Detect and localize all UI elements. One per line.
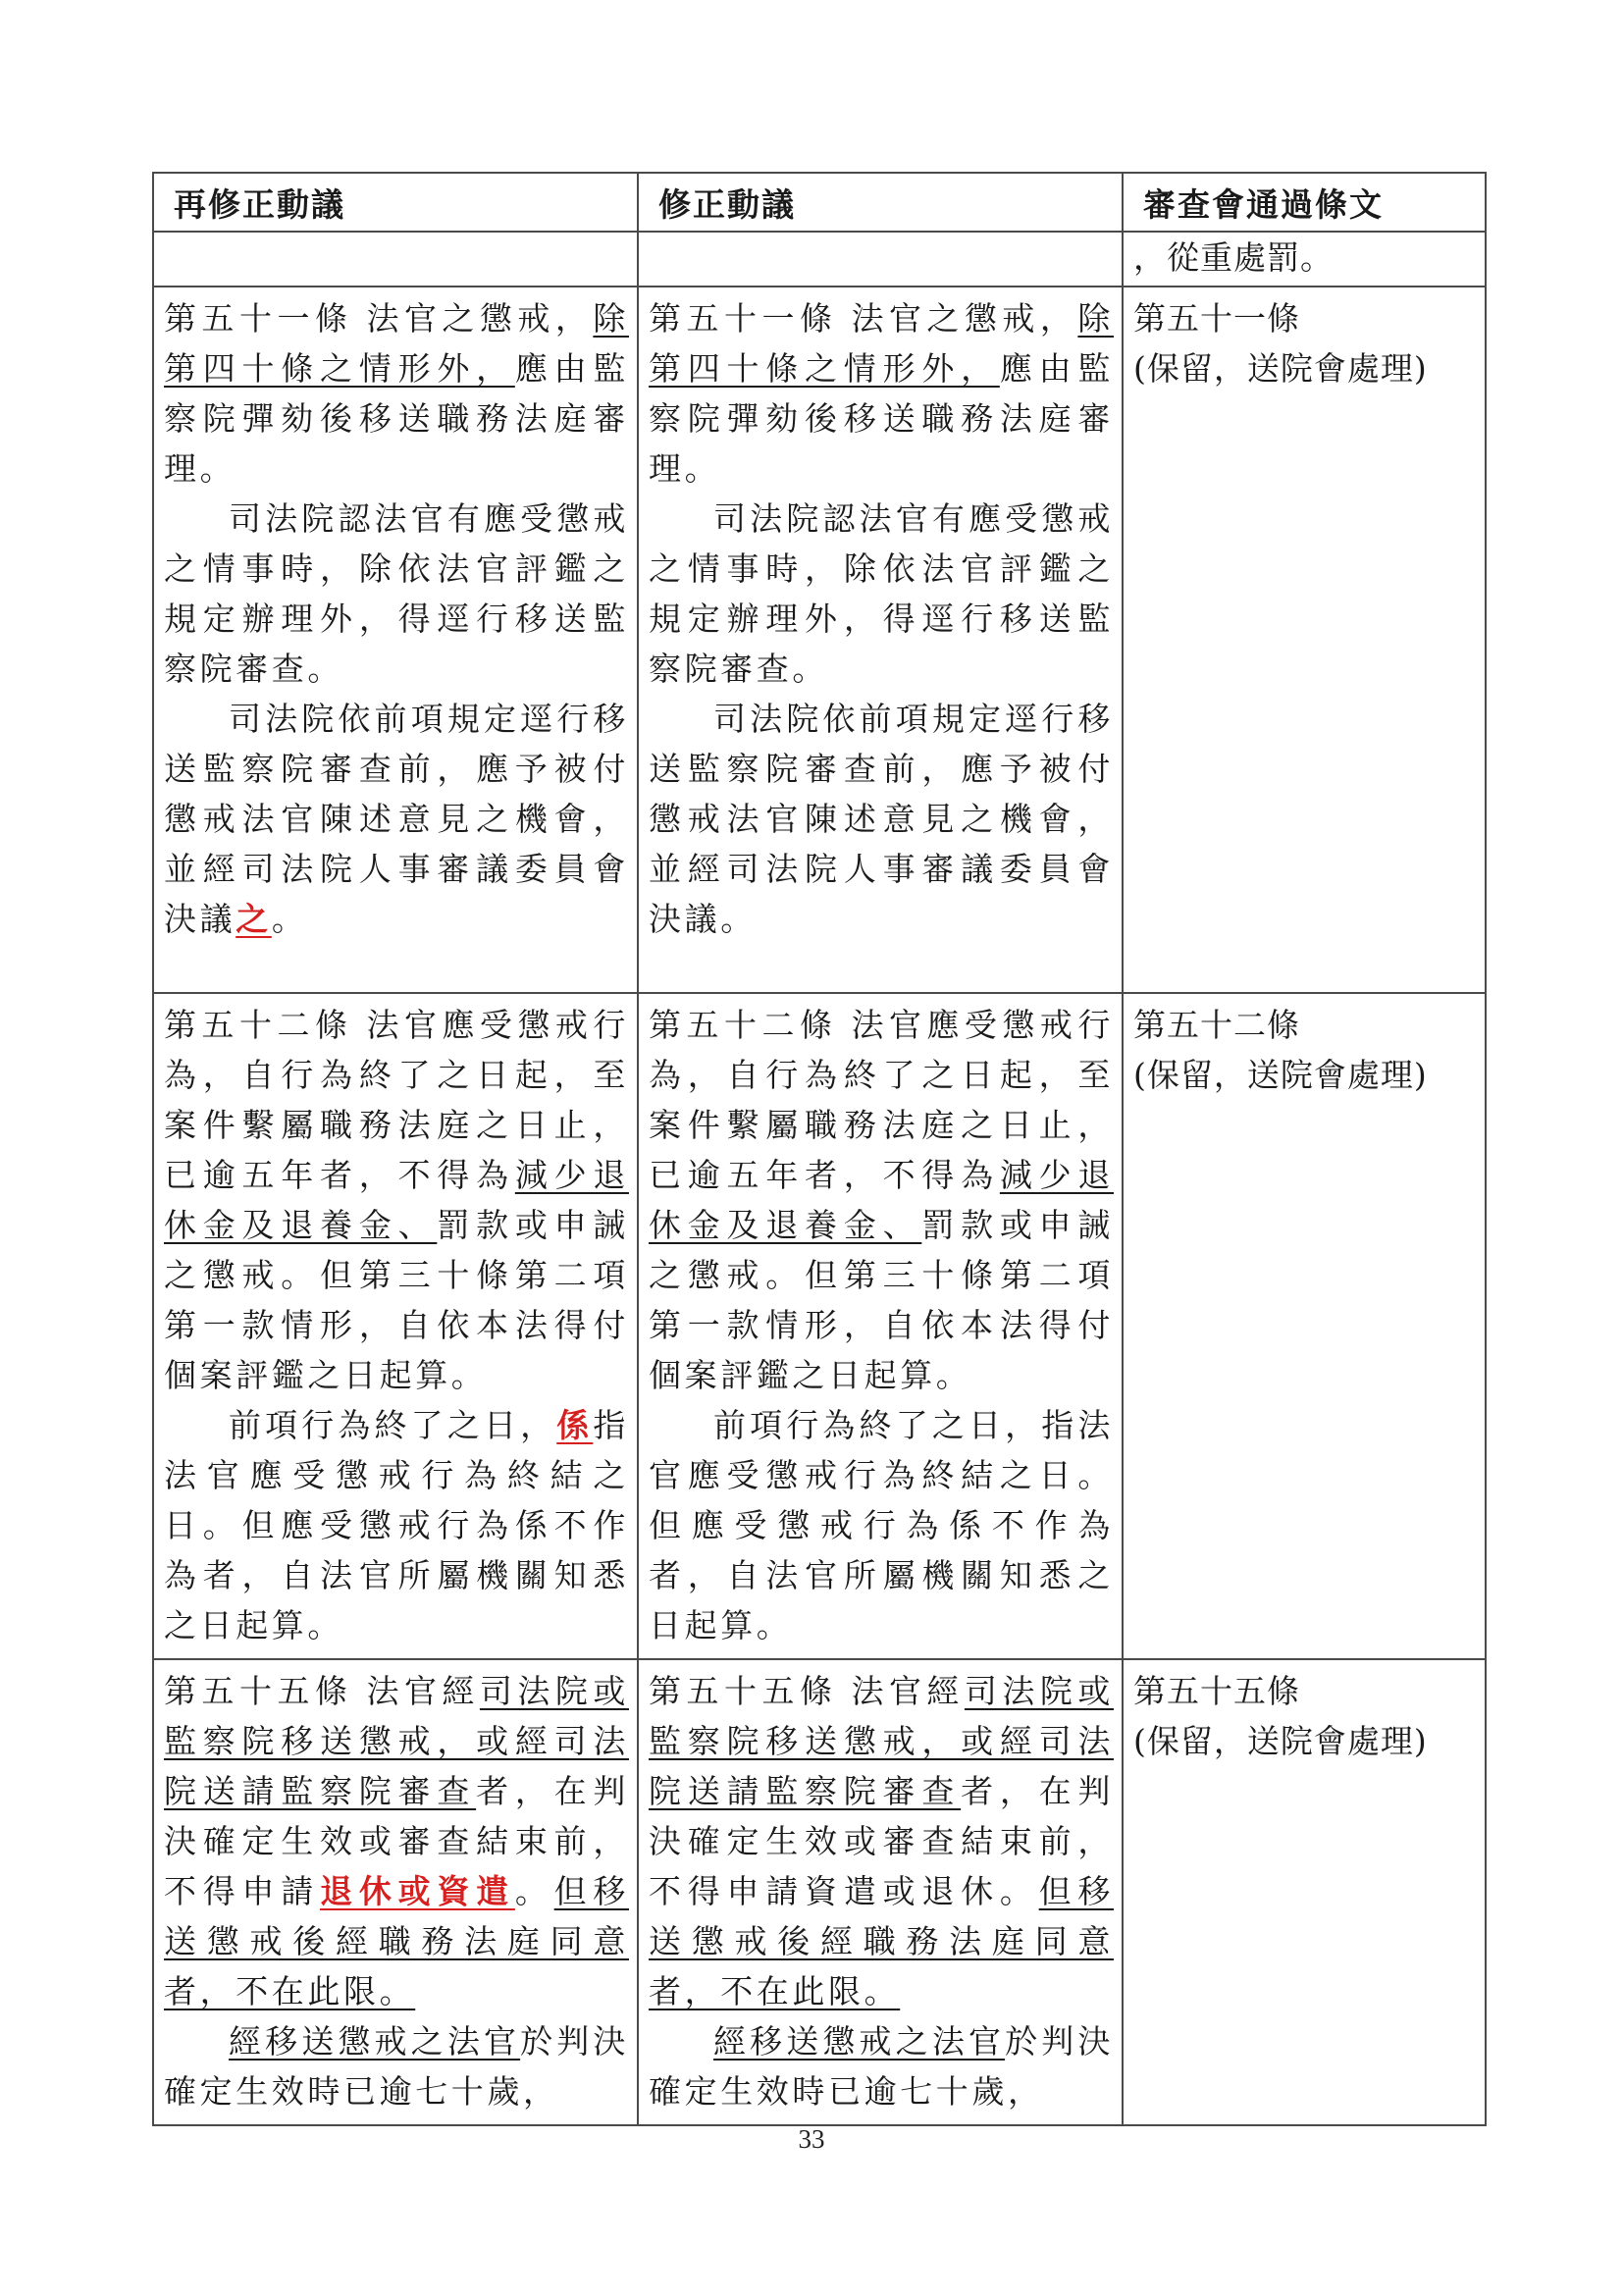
red-marked-text: 之 <box>236 900 272 938</box>
reservation-note: (保留，送院會處理) <box>1133 1722 1428 1760</box>
reservation-note: (保留，送院會處理) <box>1133 349 1428 388</box>
underlined-text: 減少退休金及退養金、 <box>649 1156 1114 1244</box>
cell-art52-amendment: 第五十二條 法官應受懲戒行為，自行為終了之日起，至案件繫屬職務法庭之日止，已逾五年者，不得為減少退休金及退養金、罰款或申誡之懲戒。但第三十條第二項第一款情形，自依本法得付個案評鑑之日起算。 前項行為終了之日，指法官應受懲戒行為終結之日。但應受懲戒行為係不作為者，自法官所屬機關知悉之日起算。 <box>638 993 1123 1659</box>
article-title: 第五十五條 <box>164 1672 353 1710</box>
cell-art51-re-amendment: 第五十一條 法官之懲戒，除第四十條之情形外，應由監察院彈劾後移送職務法庭審理。 司法院認法官有應受懲戒之情事時，除依法官評鑑之規定辦理外，得逕行移送監察院審查。 司法院依前項規定逕行移送監察院審查前，應予被付懲戒法官陳述意見之機會，並經司法院人事審議委員會決議之。 <box>153 287 638 993</box>
reservation-note: (保留，送院會處理) <box>1133 1056 1428 1094</box>
cell-art51-committee <box>1123 287 1486 993</box>
continuation-text: ，從重處罰。 <box>1133 238 1334 277</box>
article-title: 第五十一條 <box>649 299 838 338</box>
cell-continuation <box>1123 232 1486 287</box>
table-row-continuation <box>153 232 1486 287</box>
cell-art52-committee <box>1123 993 1486 1659</box>
underlined-text: 司法院或監察院移送懲戒，或經司法院送請監察院審查 <box>649 1672 1114 1810</box>
underlined-text: 但移送懲戒後經職務法庭同意者，不在此限。 <box>649 1872 1115 2010</box>
red-marked-text: 係 <box>556 1406 594 1444</box>
table-row-article-52 <box>153 993 1486 1659</box>
article-title: 第五十二條 <box>1133 1006 1300 1044</box>
table-header-row <box>153 173 1486 232</box>
header-amendment: 修正動議 <box>638 173 1123 232</box>
page-number: 33 <box>798 2124 825 2154</box>
article-title: 第五十五條 <box>649 1672 838 1710</box>
article-title: 第五十一條 <box>164 299 353 338</box>
underlined-text: 經移送懲戒之法官 <box>713 2022 1006 2061</box>
underlined-text: 經移送懲戒之法官 <box>229 2022 521 2061</box>
table-row-article-55 <box>153 1659 1486 2125</box>
underlined-text: 但移送懲戒後經職務法庭同意者，不在此限。 <box>164 1872 630 2010</box>
paragraph: 司法院認法官有應受懲戒之情事時，除依法官評鑑之規定辦理外，得逕行移送監察院審查。 <box>164 499 629 688</box>
cell-art55-re-amendment: 第五十五條 法官經司法院或監察院移送懲戒，或經司法院送請監察院審查者，在判決確定生效或審查結束前，不得申請退休或資遣。但移送懲戒後經職務法庭同意者，不在此限。 經移送懲戒之法官於判決確定生效時已逾七十歲， <box>153 1659 638 2125</box>
cell-art55-amendment: 第五十五條 法官經司法院或監察院移送懲戒，或經司法院送請監察院審查者，在判決確定生效或審查結束前，不得申請資遣或退休。但移送懲戒後經職務法庭同意者，不在此限。 經移送懲戒之法官於判決確定生效時已逾七十歲， <box>638 1659 1123 2125</box>
underlined-text: 除第四十條之情形外， <box>164 299 629 388</box>
article-title: 第五十一條 <box>1133 299 1300 338</box>
cell-art51-amendment: 第五十一條 法官之懲戒，除第四十條之情形外，應由監察院彈劾後移送職務法庭審理。 司法院認法官有應受懲戒之情事時，除依法官評鑑之規定辦理外，得逕行移送監察院審查。 司法院依前項規定逕行移送監察院審查前，應予被付懲戒法官陳述意見之機會，並經司法院人事審議委員會決議。 <box>638 287 1123 993</box>
article-title: 第五十二條 <box>649 1006 838 1044</box>
amendment-comparison-table <box>152 172 1487 2126</box>
cell-art55-committee <box>1123 1659 1486 2125</box>
table-row-article-51 <box>153 287 1486 993</box>
paragraph: 司法院認法官有應受懲戒之情事時，除依法官評鑑之規定辦理外，得逕行移送監察院審查。 <box>649 499 1114 688</box>
header-re-amendment: 再修正動議 <box>153 173 638 232</box>
cell-empty-2 <box>638 232 1123 287</box>
red-marked-text: 退休或資遣 <box>320 1872 515 1910</box>
cell-empty-1 <box>153 232 638 287</box>
article-title: 第五十二條 <box>164 1006 353 1044</box>
cell-art52-re-amendment: 第五十二條 法官應受懲戒行為，自行為終了之日起，至案件繫屬職務法庭之日止，已逾五年者，不得為減少退休金及退養金、罰款或申誡之懲戒。但第三十條第二項第一款情形，自依本法得付個案評鑑之日起算。 前項行為終了之日，係指法官應受懲戒行為終結之日。但應受懲戒行為係不作為者，自法官所屬機關知悉之日起算。 <box>153 993 638 1659</box>
paragraph: 前項行為終了之日，指法官應受懲戒行為終結之日。但應受懲戒行為係不作為者，自法官所屬機關知悉之日起算。 <box>649 1406 1114 1644</box>
underlined-text: 司法院或監察院移送懲戒，或經司法院送請監察院審查 <box>164 1672 629 1810</box>
paragraph: 司法院依前項規定逕行移送監察院審查前，應予被付懲戒法官陳述意見之機會，並經司法院人事審議委員會決議。 <box>649 700 1114 938</box>
header-committee-text: 審查會通過條文 <box>1123 173 1486 232</box>
article-title: 第五十五條 <box>1133 1672 1300 1710</box>
underlined-text: 減少退休金及退養金、 <box>164 1156 629 1244</box>
underlined-text: 除第四十條之情形外， <box>649 299 1114 388</box>
